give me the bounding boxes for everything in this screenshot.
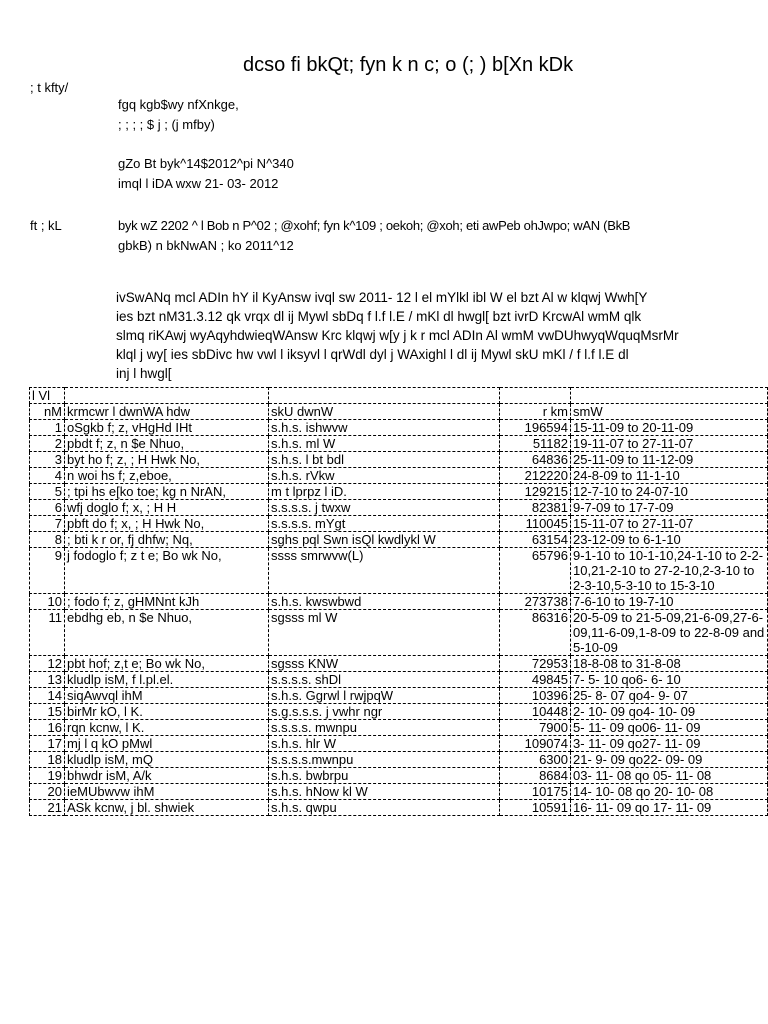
- table-row: [30, 516, 768, 532]
- amount-cell: 6300: [500, 752, 571, 768]
- body-line-5: inj l hwgl[: [116, 366, 172, 381]
- payment-table: [29, 387, 768, 816]
- school-cell: ssss smrwvw(L): [269, 548, 500, 594]
- name-cell: ; fodo f; z, gHMNnt kJh: [65, 594, 269, 610]
- amount-cell: 10175: [500, 784, 571, 800]
- address-line-2: ; ; ; ; $ j ; (j mfby): [118, 117, 215, 132]
- serial-header-top: l Vl: [30, 388, 65, 404]
- serial-cell: 4: [30, 468, 65, 484]
- amount-cell: 7900: [500, 720, 571, 736]
- serial-cell: 8: [30, 532, 65, 548]
- amount-cell: 49845: [500, 672, 571, 688]
- document-title: dcso fi bkQt; fyn k n c; o (; ) b[Xn kDk: [243, 54, 574, 76]
- school-cell: s.h.s. rVkw: [269, 468, 500, 484]
- name-cell: n woi hs f; z,eboe,: [65, 468, 269, 484]
- table-row: [30, 720, 768, 736]
- name-cell: ASk kcnw, j bl. shwiek: [65, 800, 269, 816]
- school-cell: s.h.s. qwpu: [269, 800, 500, 816]
- amount-cell: 109074: [500, 736, 571, 752]
- name-cell: ieMUbwvw ihM: [65, 784, 269, 800]
- serial-cell: 14: [30, 688, 65, 704]
- name-cell: byt ho f; z, ; H Hwk No,: [65, 452, 269, 468]
- table-row: [30, 484, 768, 500]
- table-row: [30, 500, 768, 516]
- serial-cell: 13: [30, 672, 65, 688]
- school-cell: s.h.s. ml W: [269, 436, 500, 452]
- name-cell: mj l q kO pMwl: [65, 736, 269, 752]
- period-cell: 25-11-09 to 11-12-09: [571, 452, 768, 468]
- serial-cell: 19: [30, 768, 65, 784]
- amount-cell: 273738: [500, 594, 571, 610]
- amount-cell: 72953: [500, 656, 571, 672]
- subject-line-2: gbkB) n bkNwAN ; ko 2011^12: [118, 238, 294, 253]
- period-cell: 5- 11- 09 qo06- 11- 09: [571, 720, 768, 736]
- amount-cell: 110045: [500, 516, 571, 532]
- school-cell: s.h.s. hlr W: [269, 736, 500, 752]
- table-row: [30, 468, 768, 484]
- name-cell: oSgkb f; z, vHgHd IHt: [65, 420, 269, 436]
- amount-cell: 86316: [500, 610, 571, 656]
- school-cell: s.s.s.s. shDl: [269, 672, 500, 688]
- period-cell: 24-8-09 to 11-1-10: [571, 468, 768, 484]
- serial-cell: 6: [30, 500, 65, 516]
- period-cell: 9-7-09 to 17-7-09: [571, 500, 768, 516]
- name-header: krmcwr l dwnWA hdw: [65, 404, 269, 420]
- amount-cell: 51182: [500, 436, 571, 452]
- table-row: [30, 768, 768, 784]
- period-cell: 2- 10- 09 qo4- 10- 09: [571, 704, 768, 720]
- amount-cell: 82381: [500, 500, 571, 516]
- name-cell: birMr kO, l K.: [65, 704, 269, 720]
- table-row: [30, 736, 768, 752]
- table-row: [30, 688, 768, 704]
- period-header: smW: [571, 404, 768, 420]
- period-cell: 9-1-10 to 10-1-10,24-1-10 to 2-2-10,21-2-10 to 27-2-10,2-3-10 to 2-3-10,5-3-10 to 15-3-10: [571, 548, 768, 594]
- period-cell: 18-8-08 to 31-8-08: [571, 656, 768, 672]
- subject-label: ft ; kL: [30, 218, 62, 233]
- table-row: [30, 452, 768, 468]
- subject-line-1: byk wZ 2202 ^ l Bob n P^02 ; @xohf; fyn k^109 ; oekoh; @xoh; eti awPeb ohJwpo; wAN (BkB: [118, 218, 631, 233]
- name-cell: pbt hof; z,t e; Bo wk No,: [65, 656, 269, 672]
- school-cell: sgsss ml W: [269, 610, 500, 656]
- name-cell: rqn kcnw, l K.: [65, 720, 269, 736]
- school-cell: s.h.s. Ggrwl l rwjpqW: [269, 688, 500, 704]
- table-header-row: [30, 404, 768, 420]
- amount-cell: 65796: [500, 548, 571, 594]
- school-cell: sgsss KNW: [269, 656, 500, 672]
- school-cell: sghs pql Swn isQl kwdlykl W: [269, 532, 500, 548]
- period-cell: 15-11-07 to 27-11-07: [571, 516, 768, 532]
- table-row: [30, 436, 768, 452]
- period-cell: 14- 10- 08 qo 20- 10- 08: [571, 784, 768, 800]
- period-cell: 3- 11- 09 qo27- 11- 09: [571, 736, 768, 752]
- school-cell: s.h.s. hNow kl W: [269, 784, 500, 800]
- serial-cell: 9: [30, 548, 65, 594]
- serial-cell: 5: [30, 484, 65, 500]
- table-header-row-top: [30, 388, 768, 404]
- serial-cell: 18: [30, 752, 65, 768]
- letter-date: imql l iDA wxw 21- 03- 2012: [118, 176, 279, 191]
- amount-cell: 129215: [500, 484, 571, 500]
- school-cell: s.h.s. l bt bdl: [269, 452, 500, 468]
- amount-header: r km: [500, 404, 571, 420]
- period-cell: 16- 11- 09 qo 17- 11- 09: [571, 800, 768, 816]
- serial-cell: 7: [30, 516, 65, 532]
- serial-cell: 16: [30, 720, 65, 736]
- school-cell: s.s.s.s.mwnpu: [269, 752, 500, 768]
- name-cell: ebdhg eb, n $e Nhuo,: [65, 610, 269, 656]
- table-row: [30, 548, 768, 594]
- period-cell: 7-6-10 to 19-7-10: [571, 594, 768, 610]
- table-row: [30, 672, 768, 688]
- serial-cell: 21: [30, 800, 65, 816]
- serial-cell: 15: [30, 704, 65, 720]
- name-cell: ; bti k r or, fj dhfw; Nq,: [65, 532, 269, 548]
- period-cell: 25- 8- 07 qo4- 9- 07: [571, 688, 768, 704]
- body-line-1: ivSwANq mcl ADIn hY il KyAnsw ivql sw 2011- 12 l el mYlkl ibl W el bzt Al w klqwj Wwh[Y: [116, 290, 648, 305]
- serial-cell: 17: [30, 736, 65, 752]
- amount-cell: 8684: [500, 768, 571, 784]
- name-cell: pbdt f; z, n $e Nhuo,: [65, 436, 269, 452]
- amount-cell: 64836: [500, 452, 571, 468]
- serial-cell: 10: [30, 594, 65, 610]
- name-cell: bhwdr isM, A/k: [65, 768, 269, 784]
- period-cell: 12-7-10 to 24-07-10: [571, 484, 768, 500]
- name-cell: wfj doglo f; x, ; H H: [65, 500, 269, 516]
- serial-cell: 1: [30, 420, 65, 436]
- sender-label: ; t kfty/: [30, 80, 69, 95]
- school-cell: s.h.s. bwbrpu: [269, 768, 500, 784]
- school-cell: s.s.s.s. mYgt: [269, 516, 500, 532]
- amount-cell: 10591: [500, 800, 571, 816]
- serial-cell: 3: [30, 452, 65, 468]
- period-cell: 20-5-09 to 21-5-09,21-6-09,27-6-09,11-6-09,1-8-09 to 22-8-09 and 5-10-09: [571, 610, 768, 656]
- amount-cell: 10396: [500, 688, 571, 704]
- table-row: [30, 594, 768, 610]
- body-line-4: klql j wy[ ies sbDivc hw vwl l iksyvl l qrWdl dyl j WAxighl l dl ij Mywl skU mKl / f l.f l.E dl: [116, 347, 629, 362]
- table-row: [30, 800, 768, 816]
- school-cell: s.h.s. kwswbwd: [269, 594, 500, 610]
- table-row: [30, 532, 768, 548]
- school-header: skU dwnW: [269, 404, 500, 420]
- serial-cell: 2: [30, 436, 65, 452]
- period-cell: 03- 11- 08 qo 05- 11- 08: [571, 768, 768, 784]
- serial-cell: 12: [30, 656, 65, 672]
- body-line-2: ies bzt nM31.3.12 qk vrqx dl ij Mywl sbDq f l.f l.E / mKl dl hwgl[ bzt ivrD KrcwAl wmM qlk: [116, 309, 642, 324]
- table-row: [30, 656, 768, 672]
- school-cell: s.g.s.s.s. j vwhr ngr: [269, 704, 500, 720]
- name-cell: ; tpi hs e[ko toe; kg n NrAN,: [65, 484, 269, 500]
- table-row: [30, 420, 768, 436]
- amount-cell: 10448: [500, 704, 571, 720]
- period-cell: 7- 5- 10 qo6- 6- 10: [571, 672, 768, 688]
- name-cell: j fodoglo f; z t e; Bo wk No,: [65, 548, 269, 594]
- table-row: [30, 704, 768, 720]
- table-row: [30, 752, 768, 768]
- name-cell: kludlp isM, f l.pl.el.: [65, 672, 269, 688]
- serial-cell: 11: [30, 610, 65, 656]
- body-paragraph: [116, 288, 716, 383]
- school-cell: s.s.s.s. j twxw: [269, 500, 500, 516]
- body-line-3: slmq riKAwj wyAqyhdwieqWAnsw Krc klqwj w[y j k r mcl ADIn Al wmM vwDUhwyqWquqMsrMr: [116, 328, 679, 343]
- serial-header: nM: [30, 404, 65, 420]
- school-cell: m t lprpz l iD.: [269, 484, 500, 500]
- name-cell: kludlp isM, mQ: [65, 752, 269, 768]
- period-cell: 23-12-09 to 6-1-10: [571, 532, 768, 548]
- letter-number: gZo Bt byk^14$2012^pi N^340: [118, 156, 294, 171]
- school-cell: s.s.s.s. mwnpu: [269, 720, 500, 736]
- school-cell: s.h.s. ishwvw: [269, 420, 500, 436]
- table-row: [30, 610, 768, 656]
- table-row: [30, 784, 768, 800]
- period-cell: 19-11-07 to 27-11-07: [571, 436, 768, 452]
- name-cell: pbft do f; x, ; H Hwk No,: [65, 516, 269, 532]
- period-cell: 21- 9- 09 qo22- 09- 09: [571, 752, 768, 768]
- amount-cell: 212220: [500, 468, 571, 484]
- name-cell: siqAwvql ihM: [65, 688, 269, 704]
- amount-cell: 196594: [500, 420, 571, 436]
- address-line-1: fgq kgb$wy nfXnkge,: [118, 97, 239, 112]
- serial-cell: 20: [30, 784, 65, 800]
- amount-cell: 63154: [500, 532, 571, 548]
- period-cell: 15-11-09 to 20-11-09: [571, 420, 768, 436]
